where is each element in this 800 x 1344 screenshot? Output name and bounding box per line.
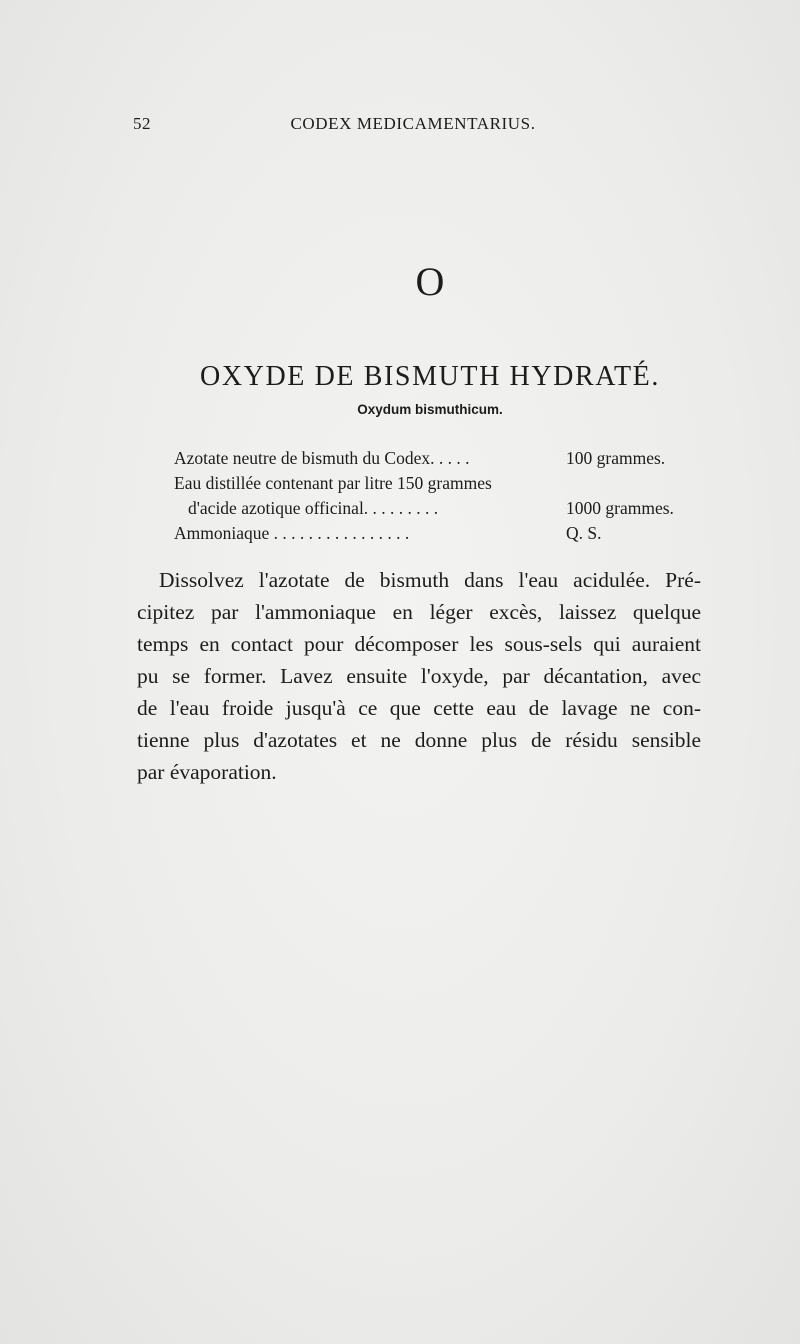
instruction-line: tienne plus d'azotates et ne donne plus de résidu sensible: [137, 728, 701, 752]
page-number: 52: [133, 114, 151, 133]
instruction-line: par évaporation.: [137, 760, 277, 784]
instruction-line: temps en contact pour décomposer les sous-sels qui auraient: [137, 632, 701, 656]
formula-row: [174, 521, 704, 546]
instruction-line: cipitez par l'ammoniaque en léger excès, laissez quelque: [137, 600, 701, 624]
instruction-line: de l'eau froide jusqu'à ce que cette eau de lavage ne con-: [137, 696, 701, 720]
formula-row: [174, 496, 704, 521]
instruction-line: pu se former. Lavez ensuite l'oxyde, par décantation, avec: [137, 664, 701, 688]
formula-table: [174, 446, 704, 546]
formula-ingredient: Azotate neutre de bismuth du Codex. . . . .: [174, 448, 470, 468]
section-letter: O: [415, 259, 445, 304]
formula-row: [174, 446, 704, 471]
preparation-instructions: [137, 564, 701, 788]
formula-quantity: 100 grammes.: [566, 448, 666, 468]
entry-subtitle: Oxydum bismuthicum.: [357, 402, 503, 417]
formula-quantity: Q. S.: [566, 523, 602, 543]
running-head: CODEX MEDICAMENTARIUS.: [290, 114, 536, 133]
entry-title: OXYDE DE BISMUTH HYDRATÉ.: [200, 361, 660, 392]
page-header: [133, 114, 693, 136]
formula-ingredient: d'acide azotique officinal. . . . . . . . .: [188, 498, 439, 518]
instruction-line: Dissolvez l'azotate de bismuth dans l'eau acidulée. Pré-: [159, 568, 701, 592]
formula-ingredient: Ammoniaque . . . . . . . . . . . . . . . .: [174, 523, 410, 543]
formula-quantity: 1000 grammes.: [566, 498, 674, 518]
formula-ingredient: Eau distillée contenant par litre 150 grammes: [174, 473, 492, 493]
formula-row: [174, 471, 704, 496]
